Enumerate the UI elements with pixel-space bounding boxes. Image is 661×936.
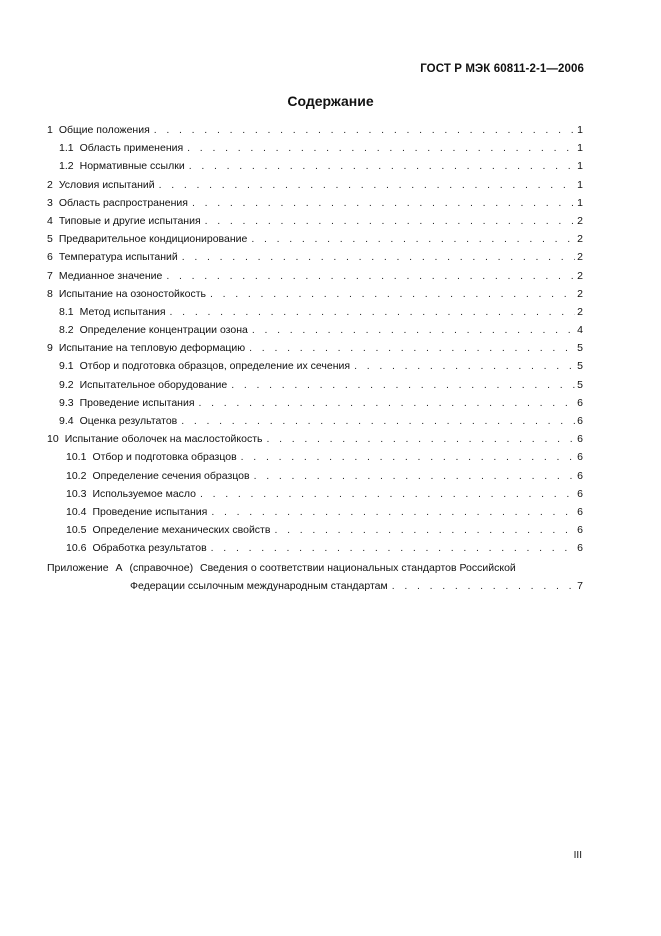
toc-entry-number: 7 [47, 269, 53, 282]
toc-entry-8-2[interactable] [47, 321, 583, 339]
toc-entry-label: Метод испытания [79, 305, 166, 318]
toc-entry-label: Определение сечения образцов [92, 469, 250, 482]
toc-title: Содержание [287, 93, 374, 109]
toc-entry-9-4[interactable] [47, 412, 583, 430]
toc-entry-number: 9.4 [59, 415, 74, 427]
toc-entry-number: 2 [47, 178, 53, 191]
toc-entry-number: 10 [47, 433, 59, 446]
toc-entry-number: 3 [47, 196, 53, 209]
toc-entry-7[interactable] [47, 267, 583, 285]
toc-entry-9-3[interactable] [47, 394, 583, 412]
toc-entry-page: 1 [577, 142, 583, 155]
toc-entry-label: Отбор и подготовка образцов [92, 451, 237, 464]
toc-dot-leader [159, 176, 576, 194]
appendix-line-2 [47, 577, 583, 595]
toc-dot-leader [274, 521, 575, 539]
toc-entry-page: 2 [577, 305, 583, 318]
table-of-contents [47, 121, 583, 595]
toc-entry-page: 2 [577, 287, 583, 300]
toc-dot-leader [266, 430, 575, 448]
toc-dot-leader [392, 577, 575, 595]
toc-entry-4[interactable] [47, 212, 583, 230]
toc-entry-number: 10.6 [66, 542, 87, 555]
appendix-letter: А [115, 561, 123, 574]
toc-entry-number: 8 [47, 287, 53, 300]
toc-dot-leader [192, 194, 575, 212]
toc-entry-10-6[interactable] [47, 539, 583, 557]
toc-entry-label: Медианное значение [58, 269, 163, 282]
toc-entry-number: 10.2 [66, 469, 87, 482]
toc-entry-1-1[interactable] [47, 139, 583, 157]
toc-entry-number: 9.2 [59, 378, 74, 391]
toc-entry-page: 6 [577, 505, 583, 518]
appendix-title-line2: Федерации ссылочным международным стандартам [130, 579, 388, 592]
toc-entry-page: 1 [577, 124, 583, 136]
toc-entry-label: Испытательное оборудование [79, 378, 228, 391]
toc-entry-label: Оценка результатов [79, 415, 178, 427]
toc-entry-page: 2 [577, 214, 583, 227]
toc-entry-label: Проведение испытания [79, 396, 195, 409]
toc-entry-label: Условия испытаний [58, 178, 155, 191]
toc-entry-number: 8.2 [59, 324, 74, 337]
toc-entry-6[interactable] [47, 248, 583, 266]
toc-entry-number: 9 [47, 342, 53, 355]
toc-entry-label: Типовые и другие испытания [58, 214, 201, 227]
toc-entry-10-1[interactable] [47, 448, 583, 466]
page-number: III [573, 850, 582, 861]
toc-entry-number: 6 [47, 251, 53, 264]
toc-entry-page: 6 [577, 487, 583, 500]
toc-entry-page: 6 [577, 542, 583, 555]
toc-entry-number: 1 [47, 124, 53, 136]
toc-entry-page: 6 [577, 524, 583, 537]
toc-entry-8[interactable] [47, 285, 583, 303]
toc-entry-page: 6 [577, 433, 583, 446]
toc-dot-leader [166, 267, 575, 285]
toc-entry-page: 1 [577, 196, 583, 209]
appendix-line-1 [47, 559, 583, 577]
toc-entry-page: 5 [577, 342, 583, 355]
toc-entry-page: 2 [577, 251, 583, 264]
toc-entry-number: 10.5 [66, 524, 87, 537]
toc-dot-leader [170, 303, 576, 321]
appendix-kind: (справочное) [129, 561, 194, 574]
toc-entry-label: Область применения [79, 142, 184, 155]
toc-entry-1-2[interactable] [47, 157, 583, 175]
toc-entry-number: 1.1 [59, 142, 74, 155]
toc-dot-leader [249, 339, 575, 357]
toc-dot-leader [189, 157, 575, 175]
toc-entry-label: Проведение испытания [92, 505, 208, 518]
toc-entry-9[interactable] [47, 339, 583, 357]
toc-entry-10-5[interactable] [47, 521, 583, 539]
toc-entry-10-4[interactable] [47, 503, 583, 521]
toc-entry-9-1[interactable] [47, 357, 583, 375]
toc-entry-10-2[interactable] [47, 467, 583, 485]
toc-entry-label: Определение механических свойств [92, 524, 271, 537]
toc-dot-leader [154, 121, 575, 139]
toc-entry-number: 1.2 [59, 160, 74, 173]
toc-dot-leader [354, 357, 575, 375]
toc-entry-5[interactable] [47, 230, 583, 248]
toc-dot-leader [199, 394, 576, 412]
toc-dot-leader [200, 485, 575, 503]
toc-entry-label: Температура испытаний [58, 251, 178, 264]
toc-entry-label: Обработка результатов [92, 542, 207, 555]
toc-entry-page: 5 [577, 360, 583, 373]
toc-dot-leader [251, 230, 575, 248]
toc-dot-leader [210, 285, 575, 303]
toc-entry-label: Испытание на тепловую деформацию [58, 342, 246, 355]
toc-entry-page: 1 [577, 160, 583, 173]
toc-dot-leader [181, 412, 575, 430]
toc-entry-label: Испытание на озоностойкость [58, 287, 207, 300]
toc-dot-leader [241, 448, 575, 466]
document-code: ГОСТ Р МЭК 60811-2-1—2006 [420, 63, 584, 75]
toc-entries [47, 121, 583, 558]
toc-entry-number: 5 [47, 233, 53, 246]
toc-entry-9-2[interactable] [47, 376, 583, 394]
toc-entry-number: 10.4 [66, 505, 87, 518]
toc-entry-2[interactable] [47, 176, 583, 194]
appendix-page: 7 [577, 579, 583, 592]
toc-dot-leader [252, 321, 575, 339]
toc-appendix-entry[interactable] [47, 559, 583, 595]
toc-entry-page: 6 [577, 396, 583, 409]
toc-entry-page: 2 [577, 233, 583, 246]
toc-entry-8-1[interactable] [47, 303, 583, 321]
toc-entry-1[interactable] [47, 121, 583, 139]
toc-entry-label: Область распространения [58, 196, 188, 209]
toc-entry-page: 1 [577, 178, 583, 191]
toc-entry-number: 9.1 [59, 360, 74, 373]
toc-entry-label: Используемое масло [92, 487, 197, 500]
toc-dot-leader [231, 376, 575, 394]
toc-entry-page: 6 [577, 451, 583, 464]
toc-entry-number: 8.1 [59, 305, 74, 318]
toc-entry-number: 10.1 [66, 451, 87, 464]
toc-entry-page: 6 [577, 415, 583, 427]
toc-entry-label: Испытание оболочек на маслостойкость [64, 433, 263, 446]
toc-entry-page: 4 [577, 324, 583, 337]
toc-entry-label: Предварительное кондиционирование [58, 233, 248, 246]
appendix-prefix: Приложение [47, 561, 109, 574]
toc-entry-label: Общие положения [58, 124, 150, 136]
toc-dot-leader [211, 539, 575, 557]
toc-entry-label: Определение концентрации озона [79, 324, 248, 337]
toc-entry-number: 9.3 [59, 396, 74, 409]
toc-entry-label: Нормативные ссылки [79, 160, 185, 173]
toc-entry-number: 4 [47, 214, 53, 227]
toc-entry-page: 2 [577, 269, 583, 282]
toc-entry-number: 10.3 [66, 487, 87, 500]
toc-dot-leader [205, 212, 576, 230]
toc-dot-leader [254, 467, 576, 485]
toc-entry-page: 6 [577, 469, 583, 482]
toc-entry-page: 5 [577, 378, 583, 391]
toc-entry-3[interactable] [47, 194, 583, 212]
appendix-title-line1: Сведения о соответствии национальных стандартов Российской [200, 561, 516, 574]
toc-entry-10[interactable] [47, 430, 583, 448]
toc-dot-leader [182, 248, 575, 266]
toc-entry-10-3[interactable] [47, 485, 583, 503]
toc-entry-label: Отбор и подготовка образцов, определение их сечения [79, 360, 351, 373]
toc-dot-leader [187, 139, 575, 157]
toc-dot-leader [211, 503, 575, 521]
